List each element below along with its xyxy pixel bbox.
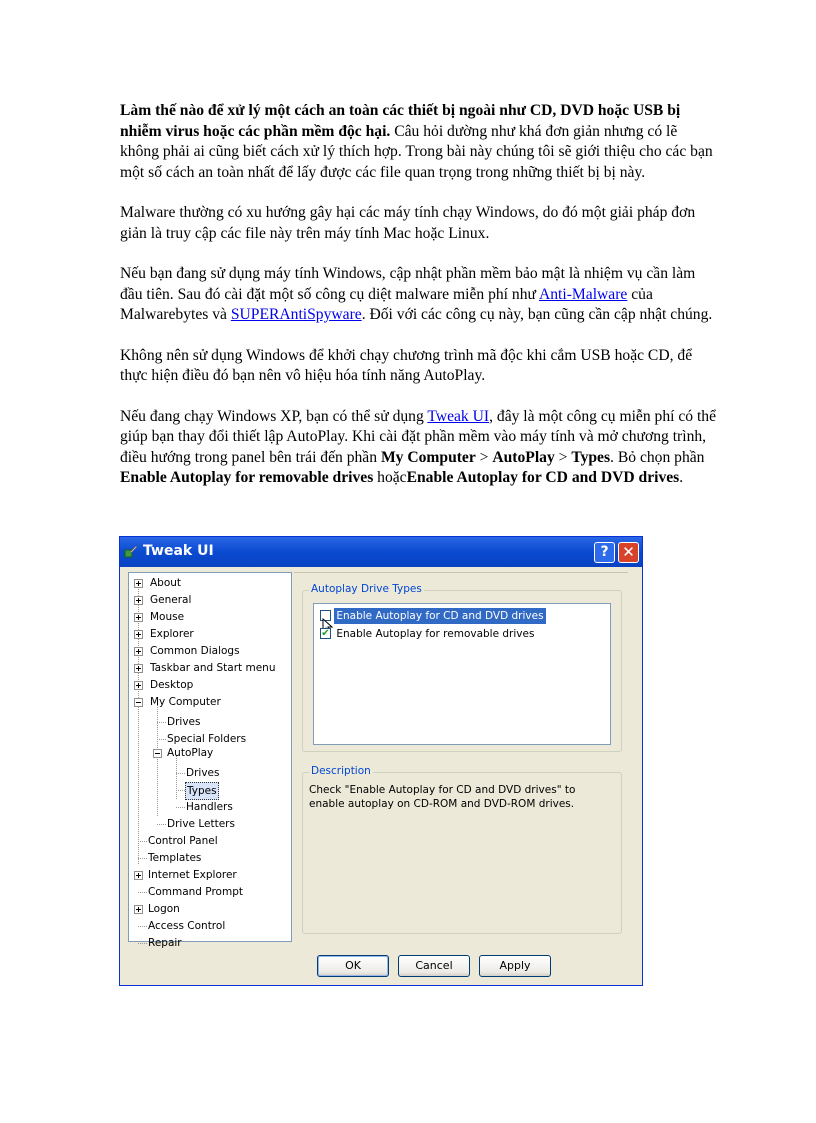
autoplay-drive-types-group xyxy=(302,583,622,752)
lead-bold: Làm thế nào để xử lý một cách an toàn các thiết bị ngoài như CD, DVD hoặc USB bị nhiễm virus hoặc các phần mềm độc hại. xyxy=(120,102,681,140)
dialog-buttons xyxy=(120,949,644,985)
autoplay-bold: AutoPlay xyxy=(492,448,555,466)
close-button[interactable]: ✕ xyxy=(618,542,639,563)
paragraph-2: Malware thường có xu hướng gây hại các máy tính chạy Windows, do đó một giải pháp đơn giản là truy cập các file này trên máy tính Mac hoặc Linux. xyxy=(120,204,696,242)
p3-text-c: . Đối với các công cụ này, bạn cũng cần cập nhật chúng. xyxy=(361,306,713,323)
removable-drives-option[interactable] xyxy=(320,626,536,642)
apply-button[interactable]: Apply xyxy=(479,955,551,977)
ok-button[interactable]: OK xyxy=(317,955,389,977)
description-group xyxy=(302,765,622,934)
paragraph-3 xyxy=(120,264,720,326)
sep-1: > xyxy=(475,448,493,466)
title-bar[interactable] xyxy=(120,537,642,567)
autoplay-drive-types-label: Autoplay Drive Types xyxy=(311,583,422,595)
tweak-ui-window xyxy=(119,536,643,986)
p3-text-b: của Malwarebytes và xyxy=(120,285,653,323)
paragraph-4: Không nên sử dụng Windows để khởi chạy chương trình mã độc khi cắm USB hoặc CD, để thực hiện điều đó bạn nên vô hiệu hóa tính năng AutoPlay. xyxy=(120,346,693,384)
description-label: Description xyxy=(311,765,371,777)
drive-types-list[interactable] xyxy=(313,603,611,745)
tweak-ui-link[interactable]: Tweak UI xyxy=(427,407,490,425)
anti-malware-link[interactable]: Anti-Malware xyxy=(539,285,628,303)
description-text: Check "Enable Autoplay for CD and DVD drives" to enable autoplay on CD-ROM and DVD-ROM drives. xyxy=(309,784,576,810)
p5-text-d: hoặc xyxy=(373,469,407,486)
help-button[interactable]: ? xyxy=(594,542,615,563)
settings-panel xyxy=(294,572,628,943)
cd-dvd-option[interactable] xyxy=(320,608,546,624)
cancel-button[interactable]: Cancel xyxy=(398,955,470,977)
p5-text-e: . xyxy=(679,469,684,486)
p3-text-a: Nếu bạn đang sử dụng máy tính Windows, cập nhật phần mềm bảo mật là nhiệm vụ cần làm đầu tiên. Sau đó cài đặt một số công cụ diệt malware miễn phí như xyxy=(120,265,696,303)
p5-text-a: Nếu đang chạy Windows XP, bạn có thể sử dụng xyxy=(120,407,428,425)
superantispyware-link[interactable]: SUPERAntiSpyware xyxy=(230,306,362,323)
sep-2: > xyxy=(554,448,572,466)
article xyxy=(120,101,720,509)
settings-tree[interactable]: About General Mouse Explorer Common Dialogs Taskbar and Start menu Desktop My Computer Drives Special Folders AutoPlay Drives Types Handlers Drive Letters Control Panel Templates Internet Explorer Command Prompt Logon Access Control Repair xyxy=(128,572,292,942)
window-title: Tweak UI xyxy=(143,543,214,559)
my-computer-bold: My Computer xyxy=(380,448,476,466)
paragraph-5 xyxy=(120,407,720,489)
p1-text: Câu hỏi dường như khá đơn giản nhưng có lẽ không phải ai cũng biết cách xử lý thích hợp. Trong bài này chúng tôi sẽ giới thiệu cho các bạn một số cách an toàn nhất để lấy được các file quan trọng trong những thiết bị bị này. xyxy=(120,122,713,181)
removable-drives-bold: Enable Autoplay for removable drives xyxy=(120,469,374,486)
removable-drives-checkbox[interactable]: ✔ xyxy=(321,627,330,639)
types-bold: Types xyxy=(571,448,611,466)
cd-dvd-option-label: Enable Autoplay for CD and DVD drives xyxy=(336,610,544,622)
p5-text-b: , đây là một công cụ miễn phí có thể giúp bạn thay đổi thiết lập AutoPlay. Khi cài đặt phần mềm vào máy tính và mở chương trình, điều hướng trong panel bên trái đến phần xyxy=(120,407,717,466)
paragraph-1 xyxy=(120,101,720,183)
tweak-ui-app-icon xyxy=(124,544,138,558)
cd-dvd-drives-bold: Enable Autoplay for CD and DVD drives xyxy=(406,469,680,486)
removable-drives-option-label: Enable Autoplay for removable drives xyxy=(336,628,535,640)
p5-text-c: . Bỏ chọn phần xyxy=(610,448,705,466)
